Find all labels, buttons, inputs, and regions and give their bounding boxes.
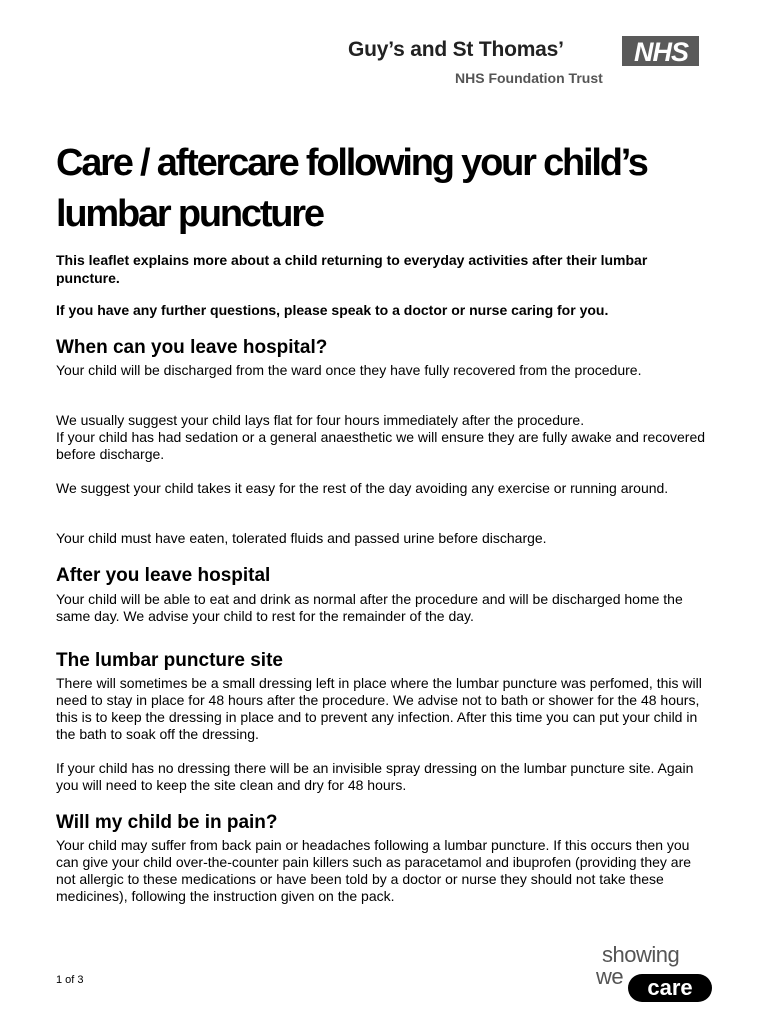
- paragraph-text: We usually suggest your child lays flat for four hours immediately after the procedure.: [56, 412, 585, 428]
- trust-name: Guy’s and St Thomas’: [348, 38, 564, 61]
- section-heading: When can you leave hospital?: [56, 337, 328, 358]
- section-paragraph: [56, 412, 706, 463]
- section-paragraph: [56, 837, 706, 905]
- section-paragraph: [56, 760, 706, 794]
- section-paragraph: [56, 675, 706, 743]
- section-paragraph: [56, 362, 706, 379]
- section-heading: After you leave hospital: [56, 565, 271, 586]
- page-title: Care / aftercare following your child’s lumbar puncture: [56, 142, 647, 235]
- paragraph-text: If your child has no dressing there will be an invisible spray dressing on the lumbar puncture site. Again you will need to keep the site clean and dry for 48 hours.: [56, 760, 694, 793]
- section-heading: Will my child be in pain?: [56, 812, 278, 833]
- section-paragraph: [56, 591, 706, 625]
- page-number: 1 of 3: [56, 974, 84, 986]
- paragraph-text: Your child will be discharged from the ward once they have fully recovered from the procedure.: [56, 362, 642, 378]
- nhs-logo-text: NHS: [633, 37, 689, 66]
- paragraph-text: There will sometimes be a small dressing left in place where the lumbar puncture was perfomed, this will need to stay in place for 48 hours after the procedure. We advise not to bath or shower for the 48 hours, this is to keep the dressing in place and to prevent any infection. After this time you can put your child in the bath to soak off the dressing.: [56, 675, 702, 742]
- section-paragraph: [56, 480, 706, 497]
- paragraph-text: Your child must have eaten, tolerated fluids and passed urine before discharge.: [56, 530, 547, 546]
- trust-subtitle: NHS Foundation Trust: [455, 70, 603, 86]
- section-heading: The lumbar puncture site: [56, 650, 283, 671]
- page-header: [345, 34, 700, 86]
- logo-we-text: we: [596, 964, 624, 989]
- intro-text: This leaflet explains more about a child returning to everyday activities after their lumbar puncture.: [56, 252, 648, 286]
- logo-showing-text: showing: [602, 942, 680, 967]
- paragraph-text: We suggest your child takes it easy for the rest of the day avoiding any exercise or running around.: [56, 480, 669, 496]
- paragraph-text: If your child has had sedation or a general anaesthetic we will ensure they are fully awake and recovered before discharge.: [56, 429, 706, 462]
- logo-care-text: care: [628, 974, 712, 1002]
- paragraph-text: Your child may suffer from back pain or headaches following a lumbar puncture. If this occurs then you can give your child over-the-counter pain killers such as paracetamol and ibuprofen (providing they are not allergic to these medications or have been told by a doctor or nurse they should not take these medicines), following the instruction given on the pack.: [56, 837, 692, 904]
- section-paragraph: [56, 530, 706, 547]
- intro-contact-text: If you have any further questions, please speak to a doctor or nurse caring for you.: [56, 302, 609, 318]
- nhs-logo-icon: [622, 36, 699, 66]
- showing-we-care-logo: [590, 938, 720, 1008]
- paragraph-text: Your child will be able to eat and drink as normal after the procedure and will be discharged home the same day. We advise your child to rest for the remainder of the day.: [56, 591, 683, 624]
